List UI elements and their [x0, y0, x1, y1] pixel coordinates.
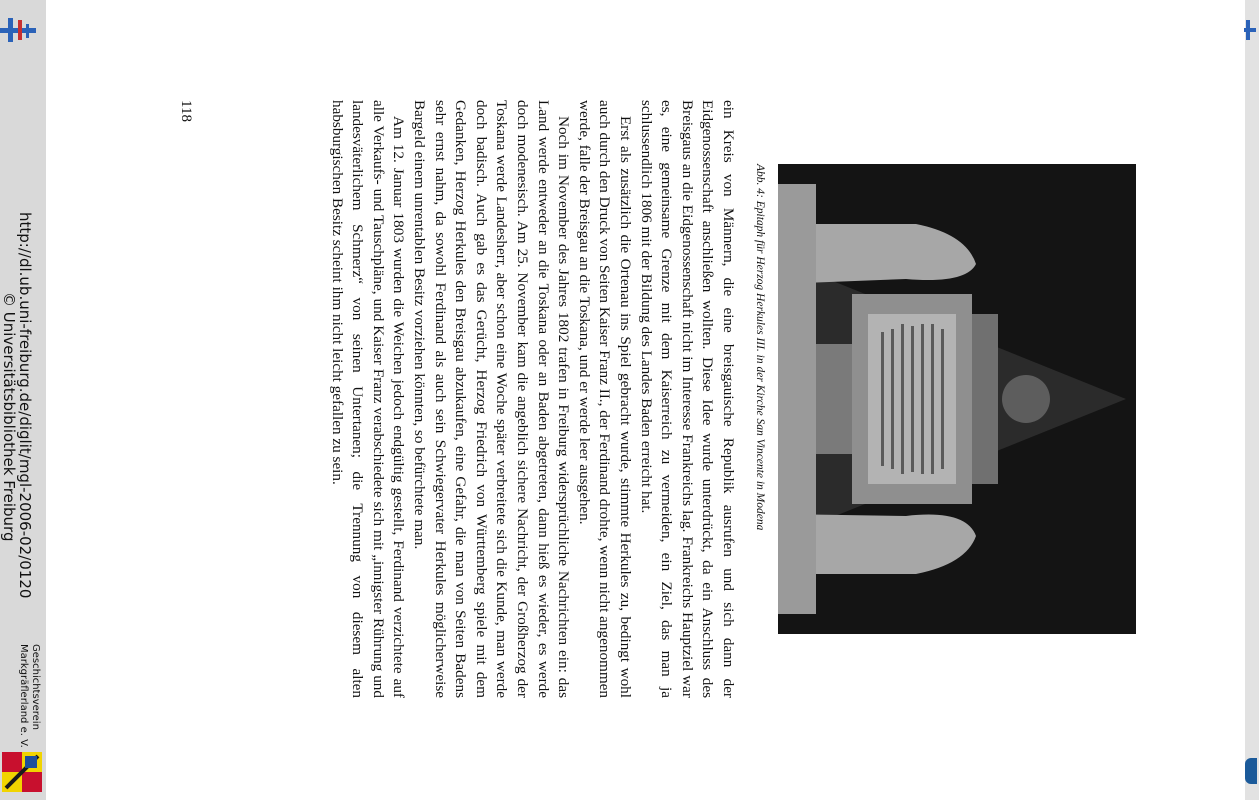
- body-text: [326, 100, 738, 698]
- coat-of-arms-icon: [2, 752, 42, 792]
- paragraph: ein Kreis von Männern, die eine breisgauische Republik ausrufen und sich dann der Eidgenossenschaft anschließen wollten. Diese Idee wurde unterdrückt, da ein Anschluss des Breisgaus an die Eidgenossenschaft nicht im Interesse Frankreichs lag. Frankreichs Hauptziel war es, eine gemeinsame Grenze mit dem Kaiserreich zu vermeiden, ein Ziel, das man ja schlussendlich 1806 mit der Bildung des Landes Baden erreicht hat.: [637, 100, 737, 698]
- society-name: [17, 644, 41, 748]
- paragraph: Am 12. Januar 1803 wurden die Weichen jedoch endgültig gestellt, Ferdinand verzichtete auf alle Verkaufs- und Tauschpläne, und Kaiser Franz verabschiedete sich mit „innigster Rührung und landesväterlichem Schmerz“ von seinen Untertanen; die Trennung von diesem alten habsburgischen Besitz scheint ihm nicht leicht gefallen zu sein.: [328, 100, 408, 698]
- epitaph-illustration-icon: [778, 164, 1136, 634]
- document-url[interactable]: http://dl.ub.uni-freiburg.de/diglit/mgl-2006-02/0120: [16, 212, 34, 599]
- society-name-line1: Geschichtsverein: [30, 644, 41, 730]
- library-logo-icon: [0, 10, 40, 50]
- society-name-line2: Markgräflerland e. V.: [18, 644, 29, 748]
- viewer-logo-icon: [1244, 18, 1256, 42]
- copyright-notice: © Universitätsbibliothek Freiburg: [0, 292, 18, 542]
- right-sidebar: [1245, 0, 1259, 800]
- figure-caption: Abb. 4: Epitaph für Herzog Herkules III. in der Kirche San Vincente in Modena: [754, 164, 766, 531]
- paragraph: Erst als zusätzlich die Ortenau ins Spiel gebracht wurde, stimmte Herkules zu, bedingt wohl auch durch den Druck von Seiten Kaiser Franz II., der Ferdinand drohte, wenn nicht angenommen werde, falle der Breisgau an die Toskana, und er werde leer ausgehen.: [575, 100, 635, 698]
- epitaph-photo: [778, 164, 1136, 634]
- viewer-badge-icon: [1245, 758, 1257, 784]
- scanned-page: [178, 100, 1142, 700]
- page-number: 118: [178, 100, 194, 122]
- paragraph: Noch im November des Jahres 1802 trafen in Freiburg widersprüchliche Nachrichten ein: das Land werde entweder an die Toskana oder an Baden abgetreten, dann hieß es wieder, es werde doch modenesisch. Am 25. November kam die angeblich sichere Nachricht, der Großherzog der Toskana werde Landesherr, aber schon eine Woche später verbreitete sich die Kunde, man werde doch badisch. Auch gab es das Gerücht, Herzog Friedrich von Württemberg spiele mit dem Gedanken, Herzog Herkules den Breisgau abzukaufen, eine Gefahr, die man von Seiten Badens sehr ernst nahm, da sowohl Ferdinand als auch sein Schwiegervater Herkules möglicherweise Bargeld einem unrentablen Besitz vorziehen könnten, so befürchtete man.: [411, 100, 573, 698]
